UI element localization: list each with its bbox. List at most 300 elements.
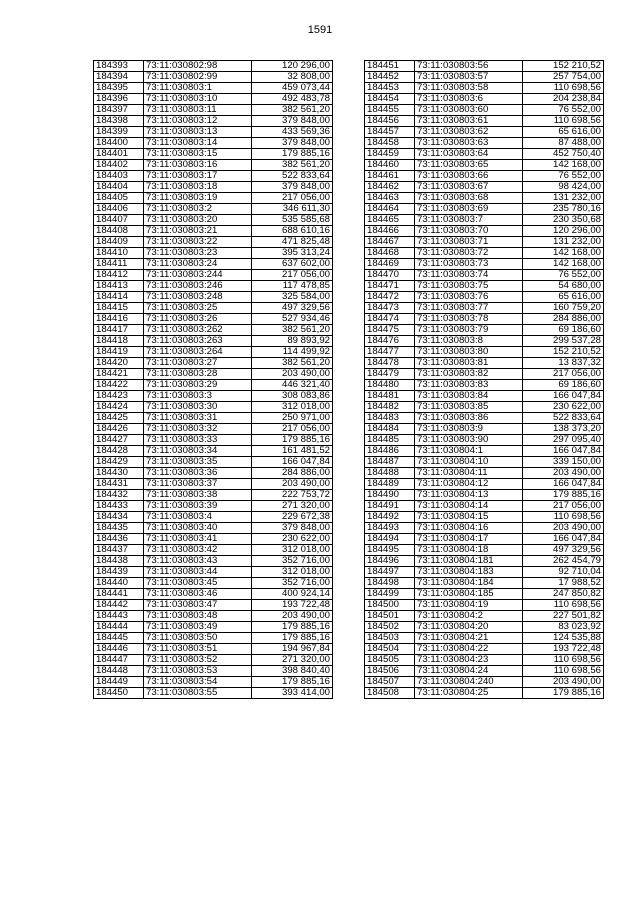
- cadastral-number-cell: 73:11:030803:48: [144, 611, 252, 622]
- cadastral-number-cell: 73:11:030803:44: [144, 567, 252, 578]
- row-number-cell: 184427: [94, 435, 144, 446]
- cadastral-number-cell: 73:11:030803:24: [144, 259, 252, 270]
- row-number-cell: 184473: [365, 303, 415, 314]
- table-row: [365, 567, 604, 578]
- row-number-cell: 184476: [365, 336, 415, 347]
- value-cell: 398 840,40: [252, 666, 333, 677]
- cadastral-number-cell: 73:11:030803:32: [144, 424, 252, 435]
- value-cell: 110 698,56: [523, 512, 604, 523]
- table-row: [94, 138, 333, 149]
- cadastral-number-cell: 73:11:030803:17: [144, 171, 252, 182]
- value-cell: 193 722,48: [523, 644, 604, 655]
- cadastral-number-cell: 73:11:030803:80: [415, 347, 523, 358]
- table-row: [94, 347, 333, 358]
- table-row: [94, 578, 333, 589]
- cadastral-number-cell: 73:11:030803:57: [415, 72, 523, 83]
- value-cell: 297 095,40: [523, 435, 604, 446]
- value-cell: 235 780,16: [523, 204, 604, 215]
- row-number-cell: 184464: [365, 204, 415, 215]
- cadastral-number-cell: 73:11:030803:66: [415, 171, 523, 182]
- row-number-cell: 184419: [94, 347, 144, 358]
- value-cell: 352 716,00: [252, 556, 333, 567]
- cadastral-number-cell: 73:11:030803:2: [144, 204, 252, 215]
- row-number-cell: 184447: [94, 655, 144, 666]
- table-row: [94, 523, 333, 534]
- value-cell: 522 833,64: [252, 171, 333, 182]
- table-row: [365, 589, 604, 600]
- row-number-cell: 184463: [365, 193, 415, 204]
- table-row: [94, 677, 333, 688]
- table-row: [94, 226, 333, 237]
- table-row: [94, 336, 333, 347]
- value-cell: 166 047,84: [523, 479, 604, 490]
- value-cell: 179 885,16: [252, 677, 333, 688]
- table-row: [94, 83, 333, 94]
- value-cell: 142 168,00: [523, 259, 604, 270]
- table-row: [94, 182, 333, 193]
- cadastral-number-cell: 73:11:030803:56: [415, 61, 523, 72]
- table-row: [365, 303, 604, 314]
- row-number-cell: 184435: [94, 523, 144, 534]
- value-cell: 257 754,00: [523, 72, 604, 83]
- table-row: [94, 666, 333, 677]
- cadastral-number-cell: 73:11:030804:21: [415, 633, 523, 644]
- table-row: [94, 116, 333, 127]
- value-cell: 433 569,36: [252, 127, 333, 138]
- row-number-cell: 184462: [365, 182, 415, 193]
- cadastral-number-cell: 73:11:030803:45: [144, 578, 252, 589]
- table-row: [365, 468, 604, 479]
- table-row: [94, 512, 333, 523]
- table-row: [94, 655, 333, 666]
- row-number-cell: 184460: [365, 160, 415, 171]
- table-row: [94, 534, 333, 545]
- row-number-cell: 184432: [94, 490, 144, 501]
- row-number-cell: 184418: [94, 336, 144, 347]
- value-cell: 114 499,92: [252, 347, 333, 358]
- value-cell: 492 483,78: [252, 94, 333, 105]
- value-cell: 179 885,16: [523, 490, 604, 501]
- row-number-cell: 184408: [94, 226, 144, 237]
- value-cell: 379 848,00: [252, 116, 333, 127]
- table-row: [365, 446, 604, 457]
- cadastral-number-cell: 73:11:030803:27: [144, 358, 252, 369]
- value-cell: 193 722,48: [252, 600, 333, 611]
- value-cell: 203 490,00: [252, 611, 333, 622]
- cadastral-number-cell: 73:11:030804:19: [415, 600, 523, 611]
- value-cell: 179 885,16: [252, 435, 333, 446]
- table-row: [94, 633, 333, 644]
- row-number-cell: 184490: [365, 490, 415, 501]
- cadastral-number-cell: 73:11:030803:64: [415, 149, 523, 160]
- table-row: [365, 215, 604, 226]
- table-row: [365, 358, 604, 369]
- cadastral-number-cell: 73:11:030803:40: [144, 523, 252, 534]
- value-cell: 325 584,00: [252, 292, 333, 303]
- row-number-cell: 184479: [365, 369, 415, 380]
- row-number-cell: 184441: [94, 589, 144, 600]
- cadastral-number-cell: 73:11:030804:240: [415, 677, 523, 688]
- row-number-cell: 184409: [94, 237, 144, 248]
- table-row: [365, 688, 604, 699]
- cadastral-number-cell: 73:11:030803:86: [415, 413, 523, 424]
- value-cell: 124 535,88: [523, 633, 604, 644]
- value-cell: 161 481,52: [252, 446, 333, 457]
- value-cell: 194 967,84: [252, 644, 333, 655]
- row-number-cell: 184492: [365, 512, 415, 523]
- table-row: [365, 83, 604, 94]
- value-cell: 203 490,00: [523, 677, 604, 688]
- value-cell: 203 490,00: [523, 468, 604, 479]
- table-row: [94, 424, 333, 435]
- value-cell: 379 848,00: [252, 182, 333, 193]
- value-cell: 98 424,00: [523, 182, 604, 193]
- table-row: [94, 688, 333, 699]
- table-row: [94, 369, 333, 380]
- value-cell: 142 168,00: [523, 160, 604, 171]
- cadastral-number-cell: 73:11:030803:83: [415, 380, 523, 391]
- cadastral-number-cell: 73:11:030803:9: [415, 424, 523, 435]
- table-row: [365, 578, 604, 589]
- cadastral-number-cell: 73:11:030803:37: [144, 479, 252, 490]
- cadastral-number-cell: 73:11:030804:25: [415, 688, 523, 699]
- cadastral-number-cell: 73:11:030803:68: [415, 193, 523, 204]
- cadastral-number-cell: 73:11:030803:81: [415, 358, 523, 369]
- table-row: [94, 501, 333, 512]
- table-row: [94, 94, 333, 105]
- cadastral-number-cell: 73:11:030803:41: [144, 534, 252, 545]
- row-number-cell: 184485: [365, 435, 415, 446]
- value-cell: 230 350,68: [523, 215, 604, 226]
- table-row: [365, 545, 604, 556]
- value-cell: 179 885,16: [252, 149, 333, 160]
- value-cell: 152 210,52: [523, 61, 604, 72]
- value-cell: 179 885,16: [523, 688, 604, 699]
- cadastral-number-cell: 73:11:030803:51: [144, 644, 252, 655]
- table-row: [365, 61, 604, 72]
- row-number-cell: 184445: [94, 633, 144, 644]
- cadastral-number-cell: 73:11:030802:99: [144, 72, 252, 83]
- row-number-cell: 184495: [365, 545, 415, 556]
- cadastral-number-cell: 73:11:030803:85: [415, 402, 523, 413]
- row-number-cell: 184426: [94, 424, 144, 435]
- table-row: [94, 204, 333, 215]
- table-row: [94, 325, 333, 336]
- cadastral-number-cell: 73:11:030803:23: [144, 248, 252, 259]
- row-number-cell: 184451: [365, 61, 415, 72]
- row-number-cell: 184470: [365, 270, 415, 281]
- table-row: [365, 237, 604, 248]
- table-row: [94, 446, 333, 457]
- row-number-cell: 184415: [94, 303, 144, 314]
- table-row: [94, 545, 333, 556]
- row-number-cell: 184397: [94, 105, 144, 116]
- row-number-cell: 184402: [94, 160, 144, 171]
- table-row: [94, 380, 333, 391]
- table-row: [94, 644, 333, 655]
- cadastral-number-cell: 73:11:030803:19: [144, 193, 252, 204]
- table-row: [365, 160, 604, 171]
- row-number-cell: 184507: [365, 677, 415, 688]
- table-row: [365, 248, 604, 259]
- table-row: [365, 204, 604, 215]
- value-cell: 87 488,00: [523, 138, 604, 149]
- row-number-cell: 184493: [365, 523, 415, 534]
- cadastral-number-cell: 73:11:030803:50: [144, 633, 252, 644]
- table-row: [365, 105, 604, 116]
- cadastral-number-cell: 73:11:030803:21: [144, 226, 252, 237]
- cadastral-number-cell: 73:11:030804:1: [415, 446, 523, 457]
- value-cell: 110 698,56: [523, 655, 604, 666]
- cadastral-number-cell: 73:11:030803:46: [144, 589, 252, 600]
- row-number-cell: 184404: [94, 182, 144, 193]
- row-number-cell: 184503: [365, 633, 415, 644]
- table-row: [94, 567, 333, 578]
- table-row: [94, 292, 333, 303]
- value-cell: 382 561,20: [252, 325, 333, 336]
- value-cell: 110 698,56: [523, 600, 604, 611]
- cadastral-number-cell: 73:11:030804:184: [415, 578, 523, 589]
- cadastral-number-cell: 73:11:030804:11: [415, 468, 523, 479]
- table-row: [94, 622, 333, 633]
- row-number-cell: 184399: [94, 127, 144, 138]
- cadastral-number-cell: 73:11:030803:65: [415, 160, 523, 171]
- row-number-cell: 184434: [94, 512, 144, 523]
- cadastral-number-cell: 73:11:030803:84: [415, 391, 523, 402]
- cadastral-number-cell: 73:11:030804:17: [415, 534, 523, 545]
- cadastral-number-cell: 73:11:030802:98: [144, 61, 252, 72]
- value-cell: 379 848,00: [252, 138, 333, 149]
- value-cell: 222 753,72: [252, 490, 333, 501]
- value-cell: 382 561,20: [252, 358, 333, 369]
- value-cell: 166 047,84: [252, 457, 333, 468]
- table-row: [365, 402, 604, 413]
- value-cell: 204 238,84: [523, 94, 604, 105]
- value-cell: 217 056,00: [523, 501, 604, 512]
- cadastral-number-cell: 73:11:030803:70: [415, 226, 523, 237]
- cadastral-number-cell: 73:11:030803:60: [415, 105, 523, 116]
- table-row: [365, 611, 604, 622]
- value-cell: 312 018,00: [252, 567, 333, 578]
- row-number-cell: 184412: [94, 270, 144, 281]
- row-number-cell: 184440: [94, 578, 144, 589]
- row-number-cell: 184398: [94, 116, 144, 127]
- cadastral-number-cell: 73:11:030803:30: [144, 402, 252, 413]
- cadastral-number-cell: 73:11:030803:38: [144, 490, 252, 501]
- row-number-cell: 184488: [365, 468, 415, 479]
- cadastral-number-cell: 73:11:030803:76: [415, 292, 523, 303]
- row-number-cell: 184480: [365, 380, 415, 391]
- cadastral-number-cell: 73:11:030803:4: [144, 512, 252, 523]
- table-row: [365, 501, 604, 512]
- value-cell: 166 047,84: [523, 534, 604, 545]
- value-cell: 262 454,79: [523, 556, 604, 567]
- row-number-cell: 184425: [94, 413, 144, 424]
- row-number-cell: 184501: [365, 611, 415, 622]
- table-row: [365, 72, 604, 83]
- value-cell: 284 886,00: [523, 314, 604, 325]
- row-number-cell: 184499: [365, 589, 415, 600]
- row-number-cell: 184457: [365, 127, 415, 138]
- table-row: [365, 171, 604, 182]
- row-number-cell: 184420: [94, 358, 144, 369]
- value-cell: 688 610,16: [252, 226, 333, 237]
- cadastral-number-cell: 73:11:030803:13: [144, 127, 252, 138]
- row-number-cell: 184477: [365, 347, 415, 358]
- value-cell: 217 056,00: [252, 193, 333, 204]
- cadastral-number-cell: 73:11:030803:25: [144, 303, 252, 314]
- table-row: [94, 303, 333, 314]
- table-row: [94, 127, 333, 138]
- row-number-cell: 184448: [94, 666, 144, 677]
- row-number-cell: 184478: [365, 358, 415, 369]
- cadastral-number-cell: 73:11:030804:16: [415, 523, 523, 534]
- row-number-cell: 184465: [365, 215, 415, 226]
- table-row: [365, 270, 604, 281]
- row-number-cell: 184461: [365, 171, 415, 182]
- table-row: [94, 402, 333, 413]
- value-cell: 92 710,04: [523, 567, 604, 578]
- value-cell: 179 885,16: [252, 622, 333, 633]
- value-cell: 131 232,00: [523, 193, 604, 204]
- cadastral-number-cell: 73:11:030803:244: [144, 270, 252, 281]
- cadastral-number-cell: 73:11:030803:53: [144, 666, 252, 677]
- row-number-cell: 184483: [365, 413, 415, 424]
- cadastral-number-cell: 73:11:030803:54: [144, 677, 252, 688]
- table-row: [365, 182, 604, 193]
- cadastral-number-cell: 73:11:030803:55: [144, 688, 252, 699]
- cadastral-number-cell: 73:11:030803:82: [415, 369, 523, 380]
- row-number-cell: 184400: [94, 138, 144, 149]
- row-number-cell: 184454: [365, 94, 415, 105]
- value-cell: 271 320,00: [252, 501, 333, 512]
- table-row: [365, 655, 604, 666]
- table-row: [365, 490, 604, 501]
- value-cell: 76 552,00: [523, 171, 604, 182]
- value-cell: 83 023,92: [523, 622, 604, 633]
- row-number-cell: 184416: [94, 314, 144, 325]
- value-cell: 227 501,82: [523, 611, 604, 622]
- value-cell: 339 150,00: [523, 457, 604, 468]
- table-row: [94, 259, 333, 270]
- value-cell: 166 047,84: [523, 446, 604, 457]
- value-cell: 400 924,14: [252, 589, 333, 600]
- table-row: [365, 116, 604, 127]
- table-row: [94, 281, 333, 292]
- table-row: [365, 347, 604, 358]
- cadastral-number-cell: 73:11:030803:1: [144, 83, 252, 94]
- table-row: [94, 600, 333, 611]
- value-cell: 65 616,00: [523, 292, 604, 303]
- table-row: [365, 622, 604, 633]
- table-row: [94, 479, 333, 490]
- value-cell: 131 232,00: [523, 237, 604, 248]
- cadastral-number-cell: 73:11:030803:69: [415, 204, 523, 215]
- table-row: [94, 490, 333, 501]
- value-cell: 160 759,20: [523, 303, 604, 314]
- row-number-cell: 184407: [94, 215, 144, 226]
- value-cell: 308 083,86: [252, 391, 333, 402]
- row-number-cell: 184411: [94, 259, 144, 270]
- row-number-cell: 184433: [94, 501, 144, 512]
- cadastral-number-cell: 73:11:030804:15: [415, 512, 523, 523]
- row-number-cell: 184491: [365, 501, 415, 512]
- table-row: [94, 72, 333, 83]
- table-row: [365, 226, 604, 237]
- row-number-cell: 184414: [94, 292, 144, 303]
- cadastral-number-cell: 73:11:030803:42: [144, 545, 252, 556]
- value-cell: 230 622,00: [523, 402, 604, 413]
- row-number-cell: 184429: [94, 457, 144, 468]
- row-number-cell: 184472: [365, 292, 415, 303]
- table-row: [365, 380, 604, 391]
- value-cell: 54 680,00: [523, 281, 604, 292]
- cadastral-number-cell: 73:11:030803:29: [144, 380, 252, 391]
- value-cell: 217 056,00: [252, 270, 333, 281]
- value-cell: 138 373,20: [523, 424, 604, 435]
- register-table-right: [364, 60, 604, 699]
- cadastral-number-cell: 73:11:030804:23: [415, 655, 523, 666]
- row-number-cell: 184405: [94, 193, 144, 204]
- row-number-cell: 184467: [365, 237, 415, 248]
- cadastral-number-cell: 73:11:030803:10: [144, 94, 252, 105]
- cadastral-number-cell: 73:11:030803:11: [144, 105, 252, 116]
- row-number-cell: 184446: [94, 644, 144, 655]
- row-number-cell: 184449: [94, 677, 144, 688]
- row-number-cell: 184438: [94, 556, 144, 567]
- value-cell: 382 561,20: [252, 160, 333, 171]
- cadastral-number-cell: 73:11:030803:15: [144, 149, 252, 160]
- cadastral-number-cell: 73:11:030803:7: [415, 215, 523, 226]
- table-row: [94, 160, 333, 171]
- cadastral-number-cell: 73:11:030803:262: [144, 325, 252, 336]
- row-number-cell: 184456: [365, 116, 415, 127]
- row-number-cell: 184444: [94, 622, 144, 633]
- table-row: [365, 424, 604, 435]
- cadastral-number-cell: 73:11:030803:8: [415, 336, 523, 347]
- cadastral-number-cell: 73:11:030804:18: [415, 545, 523, 556]
- value-cell: 535 585,68: [252, 215, 333, 226]
- cadastral-number-cell: 73:11:030803:71: [415, 237, 523, 248]
- table-row: [94, 468, 333, 479]
- value-cell: 452 750,40: [523, 149, 604, 160]
- value-cell: 229 672,38: [252, 512, 333, 523]
- table-row: [94, 215, 333, 226]
- value-cell: 395 313,24: [252, 248, 333, 259]
- row-number-cell: 184496: [365, 556, 415, 567]
- cadastral-number-cell: 73:11:030803:34: [144, 446, 252, 457]
- cadastral-number-cell: 73:11:030803:47: [144, 600, 252, 611]
- row-number-cell: 184450: [94, 688, 144, 699]
- value-cell: 271 320,00: [252, 655, 333, 666]
- table-row: [365, 435, 604, 446]
- row-number-cell: 184508: [365, 688, 415, 699]
- cadastral-number-cell: 73:11:030803:58: [415, 83, 523, 94]
- value-cell: 89 893,92: [252, 336, 333, 347]
- value-cell: 312 018,00: [252, 402, 333, 413]
- row-number-cell: 184396: [94, 94, 144, 105]
- table-row: [365, 600, 604, 611]
- value-cell: 142 168,00: [523, 248, 604, 259]
- row-number-cell: 184504: [365, 644, 415, 655]
- row-number-cell: 184401: [94, 149, 144, 160]
- row-number-cell: 184406: [94, 204, 144, 215]
- register-table-left-body: [94, 61, 333, 699]
- value-cell: 203 490,00: [252, 369, 333, 380]
- value-cell: 32 808,00: [252, 72, 333, 83]
- cadastral-number-cell: 73:11:030803:12: [144, 116, 252, 127]
- table-row: [365, 281, 604, 292]
